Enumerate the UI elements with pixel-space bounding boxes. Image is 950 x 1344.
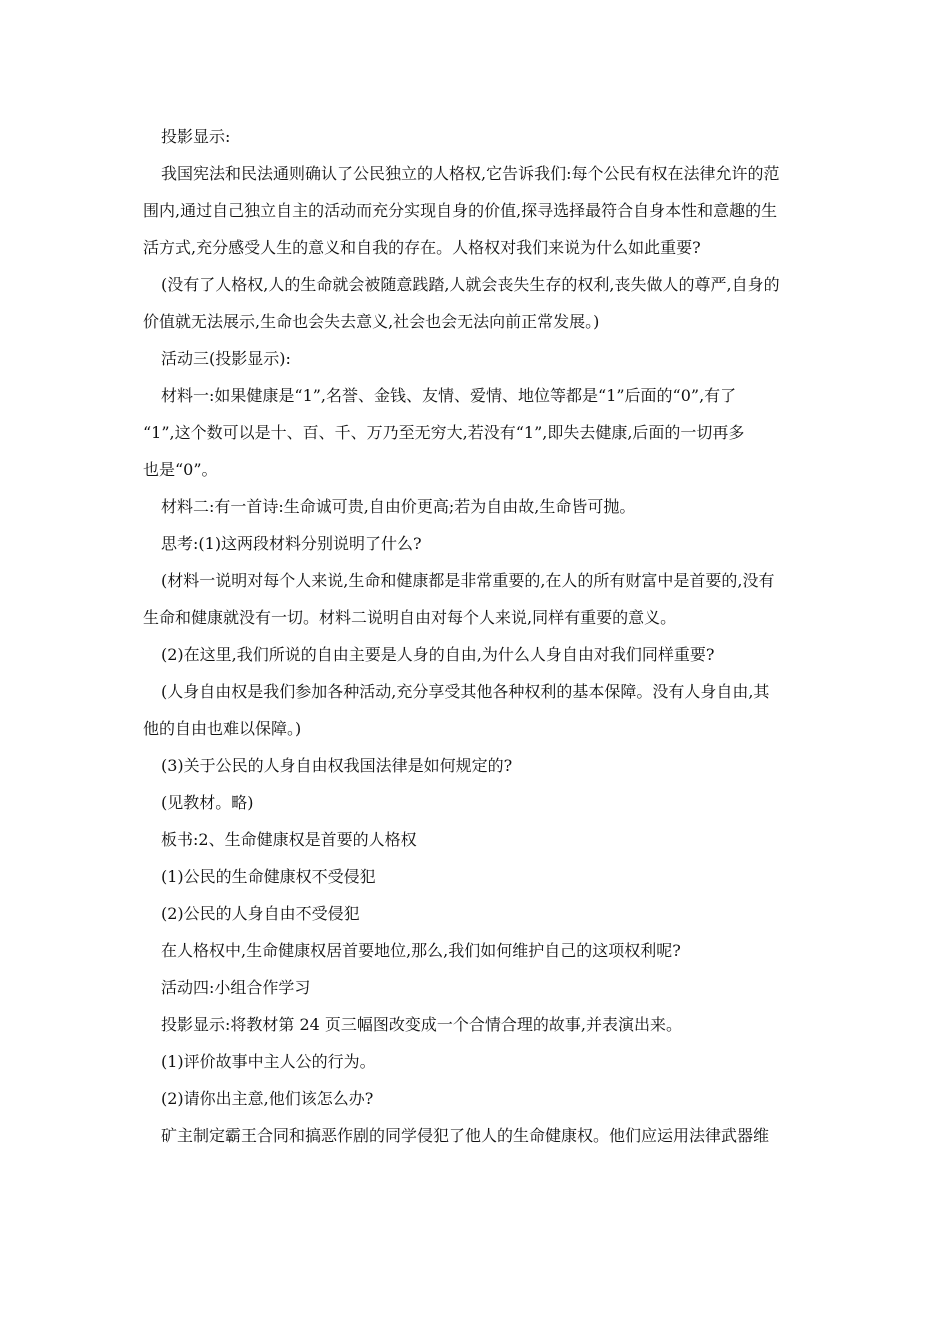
text-line: (2)公民的人身自由不受侵犯 (161, 904, 360, 923)
text-line: 板书:2、生命健康权是首要的人格权 (161, 830, 417, 849)
text-line: 材料二:有一首诗:生命诚可贵,自由价更高;若为自由故,生命皆可抛。 (161, 497, 636, 516)
text-line: 价值就无法展示,生命也会失去意义,社会也会无法向前正常发展。) (143, 312, 600, 331)
text-line: 围内,通过自己独立自主的活动而充分实现自身的价值,探寻选择最符合自身本性和意趣的生 (143, 201, 778, 220)
text-line: 活动三(投影显示): (161, 349, 291, 368)
text-line: (2)请你出主意,他们该怎么办? (161, 1089, 374, 1108)
text-line: 投影显示:将教材第 24 页三幅图改变成一个合情合理的故事,并表演出来。 (161, 1015, 683, 1034)
document-body (143, 118, 808, 1154)
text-line: 在人格权中,生命健康权居首要地位,那么,我们如何维护自己的这项权利呢? (161, 941, 681, 960)
text-line: (1)评价故事中主人公的行为。 (161, 1052, 376, 1071)
text-line: 投影显示: (161, 127, 231, 146)
text-line: (没有了人格权,人的生命就会被随意践踏,人就会丧失生存的权利,丧失做人的尊严,自身的 (161, 275, 780, 294)
text-line: 活方式,充分感受人生的意义和自我的存在。人格权对我们来说为什么如此重要? (143, 238, 701, 257)
text-line: 也是“0”。 (143, 460, 218, 479)
text-line: 生命和健康就没有一切。材料二说明自由对每个人来说,同样有重要的意义。 (143, 608, 677, 627)
text-line: 他的自由也难以保障。) (143, 719, 302, 738)
text-line: 材料一:如果健康是“1”,名誉、金钱、友情、爱情、地位等都是“1”后面的“0”,有了 (161, 386, 737, 405)
text-line: (人身自由权是我们参加各种活动,充分享受其他各种权利的基本保障。没有人身自由,其 (161, 682, 770, 701)
text-line: (3)关于公民的人身自由权我国法律是如何规定的? (161, 756, 513, 775)
text-line: 活动四:小组合作学习 (161, 978, 311, 997)
text-line: “1”,这个数可以是十、百、千、万乃至无穷大,若没有“1”,即失去健康,后面的一切再多 (143, 423, 745, 442)
text-line: 思考:(1)这两段材料分别说明了什么? (161, 534, 422, 553)
text-line: (1)公民的生命健康权不受侵犯 (161, 867, 376, 886)
text-line: 我国宪法和民法通则确认了公民独立的人格权,它告诉我们:每个公民有权在法律允许的范 (161, 164, 780, 183)
text-line: 矿主制定霸王合同和搞恶作剧的同学侵犯了他人的生命健康权。他们应运用法律武器维 (161, 1126, 770, 1145)
text-line: (2)在这里,我们所说的自由主要是人身的自由,为什么人身自由对我们同样重要? (161, 645, 715, 664)
text-line: (见教材。略) (161, 793, 254, 812)
text-line: (材料一说明对每个人来说,生命和健康都是非常重要的,在人的所有财富中是首要的,没有 (161, 571, 775, 590)
